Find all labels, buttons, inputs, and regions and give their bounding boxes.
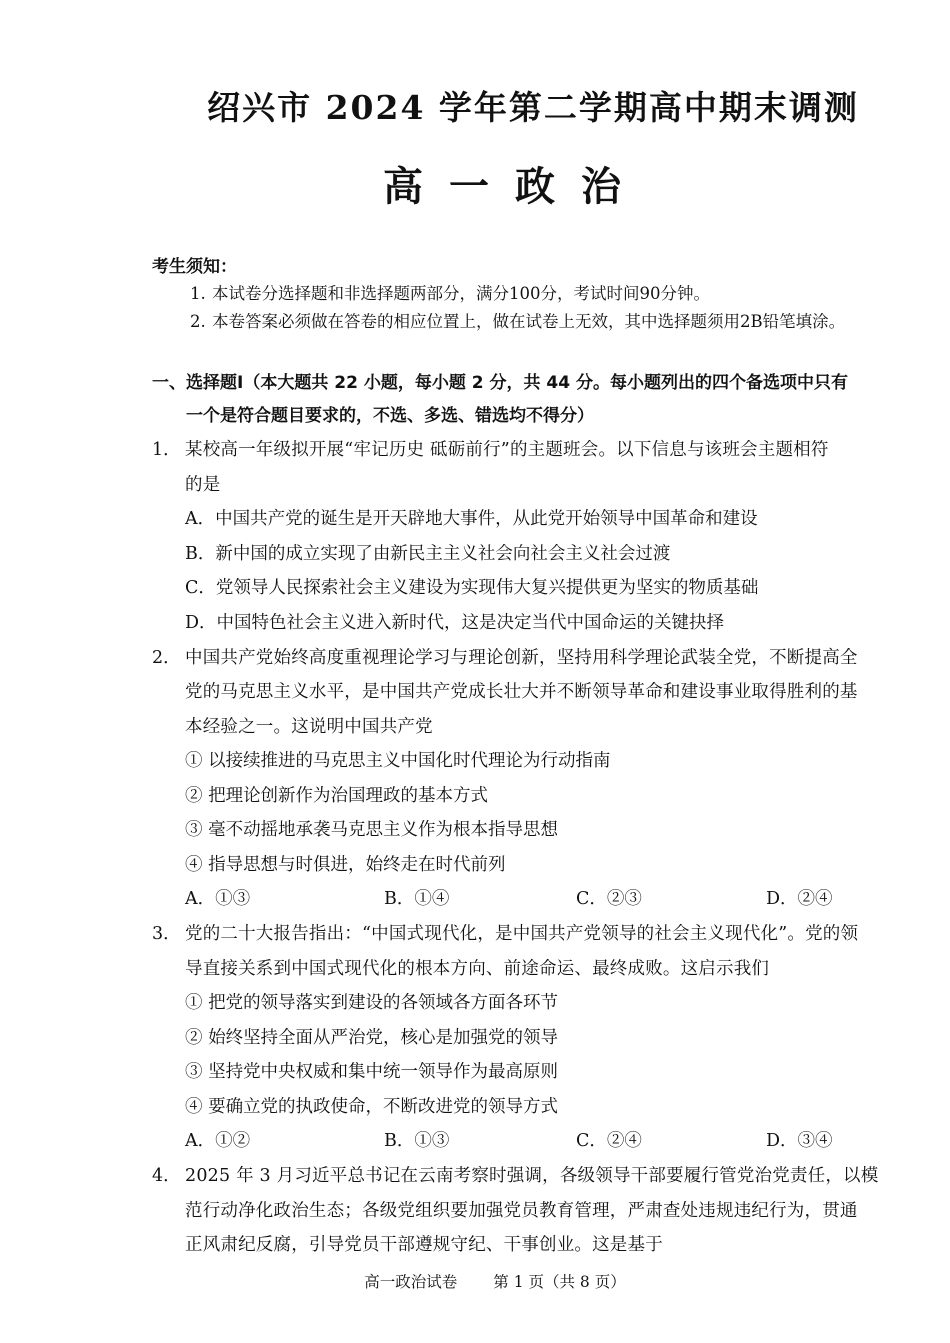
option-c: C．党领导人民探索社会主义建设为实现伟大复兴提供更为坚实的物质基础 [185, 578, 759, 598]
statement: ① 以接续推进的马克思主义中国化时代理论为行动指南 [185, 751, 611, 771]
choice-a: A．①② [185, 1131, 251, 1151]
statement: ③ 毫不动摇地承袭马克思主义作为根本指导思想 [185, 820, 559, 840]
notice-item-num: 2. [190, 312, 206, 331]
notice-item-text: 本卷答案必须做在答卷的相应位置上，做在试卷上无效，其中选择题须用2B铅笔填涂。 [212, 312, 846, 331]
notice-item [190, 280, 710, 304]
page-footer [0, 1270, 950, 1292]
choice-b: B．①④ [384, 889, 450, 909]
notice-item-text: 本试卷分选择题和非选择题两部分，满分100分，考试时间90分钟。 [212, 284, 710, 303]
subject-title: 高一政治 [383, 163, 647, 210]
option-a: A．中国共产党的诞生是开天辟地大事件，从此党开始领导中国革命和建设 [185, 509, 758, 529]
question-number: 3． [152, 924, 181, 944]
footer-paper-name: 高一政治试卷 [364, 1273, 458, 1291]
question-stem-line: 本经验之一。这说明中国共产党 [185, 717, 433, 737]
section-heading: 一、选择题Ⅰ（本大题共 22 小题，每小题 2 分，共 44 分。每小题列出的四个备选项中只有 [152, 373, 848, 393]
choice-c: C．②③ [576, 889, 642, 909]
option-d: D．中国特色社会主义进入新时代，这是决定当代中国命运的关键抉择 [185, 613, 725, 633]
section-heading-cont: 一个是符合题目要求的，不选、多选、错选均不得分） [186, 406, 594, 426]
question-stem-line: 范行动净化政治生态；各级党组织要加强党员教育管理，严肃查处违规违纪行为，贯通 [185, 1201, 858, 1221]
question-number: 1． [152, 440, 181, 460]
option-b: B．新中国的成立实现了由新民主主义社会向社会主义社会过渡 [185, 544, 671, 564]
statement: ① 把党的领导落实到建设的各领域各方面各环节 [185, 993, 559, 1013]
question-number: 2． [152, 648, 181, 668]
statement: ④ 要确立党的执政使命，不断改进党的领导方式 [185, 1097, 559, 1117]
question-stem-line: 党的二十大报告指出：“中国式现代化，是中国共产党领导的社会主义现代化”。党的领 [185, 924, 859, 944]
question-stem-line: 中国共产党始终高度重视理论学习与理论创新，坚持用科学理论武装全党，不断提高全 [185, 648, 858, 668]
question-stem-line: 党的马克思主义水平，是中国共产党成长壮大并不断领导革命和建设事业取得胜利的基 [185, 682, 858, 702]
statement: ④ 指导思想与时俱进，始终走在时代前列 [185, 855, 506, 875]
choice-c: C．②④ [576, 1131, 642, 1151]
question-stem-line: 导直接关系到中国式现代化的根本方向、前途命运、最终成败。这启示我们 [185, 959, 770, 979]
notice-item [190, 308, 845, 332]
choice-b: B．①③ [384, 1131, 450, 1151]
question-stem-line: 某校高一年级拟开展“牢记历史 砥砺前行”的主题班会。以下信息与该班会主题相符 [185, 440, 829, 460]
notice-item-num: 1. [190, 284, 206, 303]
question-stem-line: 2025 年 3 月习近平总书记在云南考察时强调，各级领导干部要履行管党治党责任，以模 [185, 1166, 879, 1186]
choice-d: D．③④ [766, 1131, 833, 1151]
statement: ② 始终坚持全面从严治党，核心是加强党的领导 [185, 1028, 559, 1048]
statement: ② 把理论创新作为治国理政的基本方式 [185, 786, 489, 806]
footer-page-number: 第 1 页（共 8 页） [493, 1273, 626, 1291]
exam-title: 绍兴市 2024 学年第二学期高中期末调测 [207, 88, 859, 127]
choice-d: D．②④ [766, 889, 833, 909]
notice-heading: 考生须知： [152, 257, 237, 277]
question-stem-line: 的是 [185, 475, 221, 495]
choice-a: A．①③ [185, 889, 251, 909]
statement: ③ 坚持党中央权威和集中统一领导作为最高原则 [185, 1062, 559, 1082]
question-number: 4． [152, 1166, 181, 1186]
question-stem-line: 正风肃纪反腐，引导党员干部遵规守纪、干事创业。这是基于 [185, 1235, 663, 1255]
